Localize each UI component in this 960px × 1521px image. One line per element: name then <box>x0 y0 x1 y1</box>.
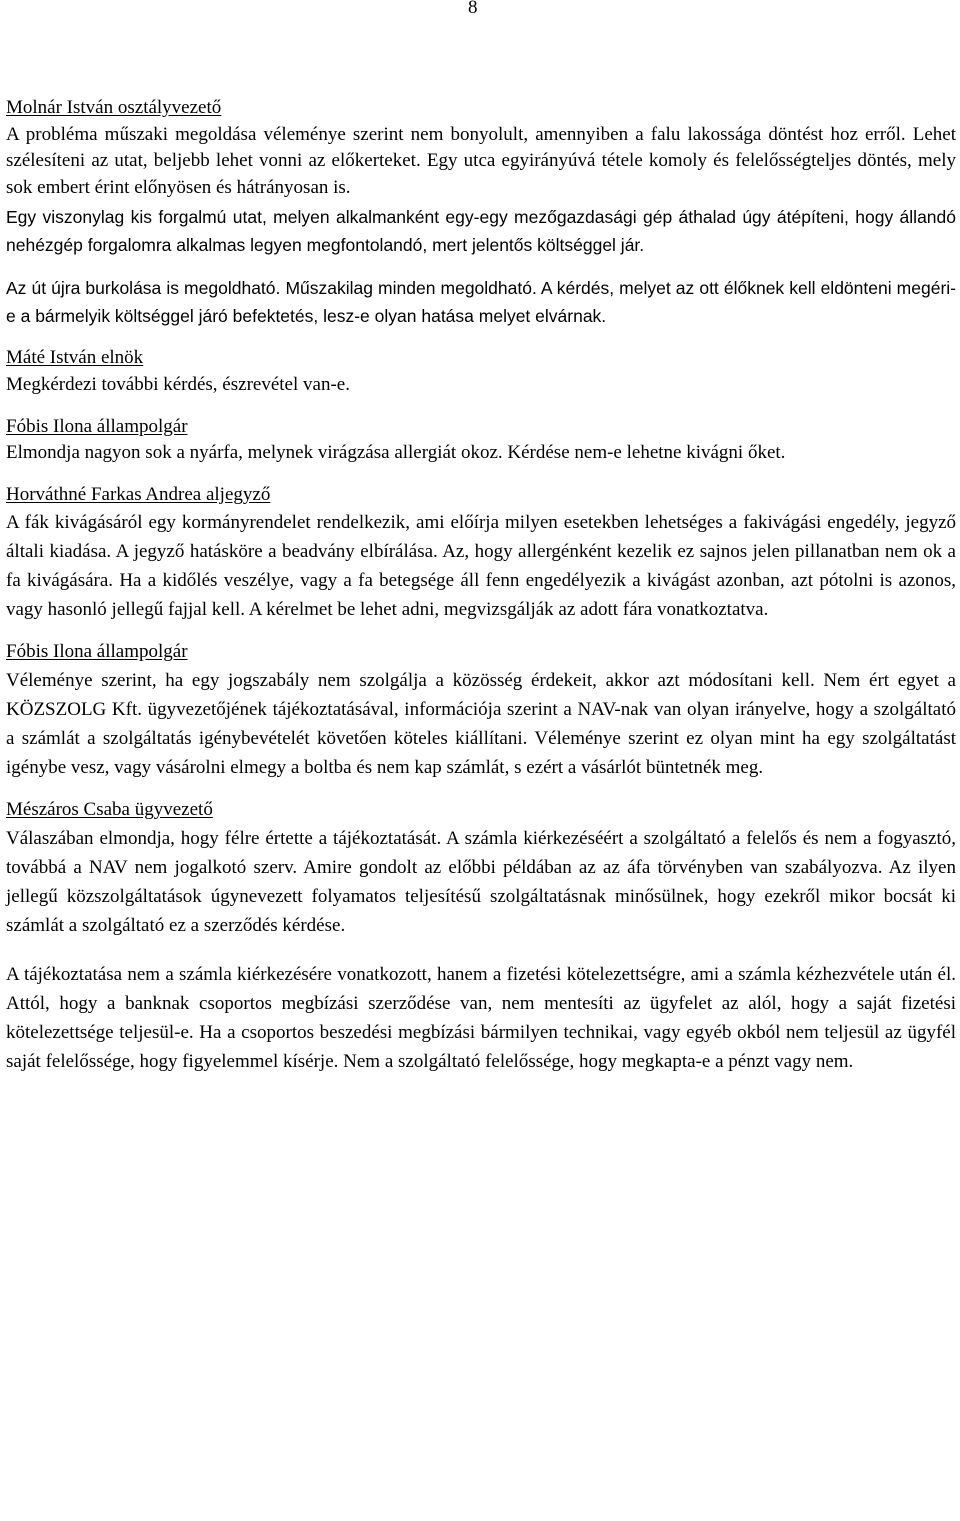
speech-block <box>6 482 956 625</box>
page-number: 8 <box>468 0 478 18</box>
document-body <box>6 95 956 1076</box>
speaker-name: Máté István elnök <box>6 347 144 369</box>
speech-block <box>6 95 956 330</box>
speaker-name: Mészáros Csaba ügyvezető <box>6 798 213 820</box>
speech-block <box>6 639 956 782</box>
paragraph: Egy viszonylag kis forgalmú utat, melyen alkalmanként egy-egy mezőgazdasági gép áthalad úgy átépíteni, hogy állandó nehézgép forgalomra alkalmas legyen megfontolandó, mert jelentős költséggel jár. <box>6 207 956 256</box>
paragraph: Válaszában elmondja, hogy félre értette a tájékoztatását. A számla kiérkezéséért a szolgáltató a felelős és nem a fogyasztó, továbbá a NAV nem jogalkotó szerv. Amire gondolt az előbbi példában az az áfa törvényben van szabályozva. Az ilyen jellegű közszolgáltatások úgynevezett folyamatos teljesítésű szolgáltatásnak minősülnek, hogy ezekről mikor bocsát ki számlát a szolgáltató ez a szerződés kérdése. <box>6 827 956 936</box>
paragraph: A tájékoztatása nem a számla kiérkezésére vonatkozott, hanem a fizetési kötelezettségre, ami a számla kézhezvétele után él. Attól, hogy a banknak csoportos megbízási szerződése van, nem mentesíti az ügyfelet az alól, hogy a saját fizetési kötelezettsége teljesül-e. Ha a csoportos beszedési megbízási bármilyen technikai, vagy egyéb okból nem teljesül az ügyfél saját felelőssége, hogy figyelemmel kísérje. Nem a szolgáltató felelőssége, hogy megkapta-e a pénzt vagy nem. <box>6 963 956 1072</box>
speaker-name: Horváthné Farkas Andrea aljegyző <box>6 483 271 505</box>
speech-block <box>6 345 956 398</box>
paragraph: A probléma műszaki megoldása véleménye szerint nem bonyolult, amennyiben a falu lakossága döntést hoz erről. Lehet szélesíteni az utat, beljebb lehet vonni az előkerteket. Egy utca egyirányúvá tétele komoly és felelősségteljes döntés, mely sok embert érint előnyösen és hátrányosan is. <box>6 123 956 198</box>
paragraph: Véleménye szerint, ha egy jogszabály nem szolgálja a közösség érdekeit, akkor azt módosítani kell. Nem ért egyet a KÖZSZOLG Kft. ügyvezetőjének tájékoztatásával, információja szerint a NAV-nak van olyan irányelve, hogy a szolgáltató a számlát a szolgáltatás igénybevételét követően köteles kiállítani. Véleménye szerint ez olyan mint ha egy szolgáltatást igénybe vesz, vagy vásárolni elmegy a boltba és nem kap számlát, s ezért a vásárlót büntetnék meg. <box>6 669 956 778</box>
speech-block <box>6 797 956 1076</box>
speaker-name: Molnár István osztályvezető <box>6 97 222 118</box>
paragraph: A fák kivágásáról egy kormányrendelet rendelkezik, ami előírja milyen esetekben lehetséges a fakivágási engedély, jegyző általi kiadása. A jegyző hatásköre a beadvány elbírálása. Az, hogy allergénként kezelik ez sajnos jelen pillanatban nem ok a fa kivágására. Ha a kidőlés veszélye, vagy a fa betegsége áll fenn engedélyezik a kivágást azonban, azt pótolni is azonos, vagy hasonló jellegű fajjal kell. A kérelmet be lehet adni, megvizsgálják az adott fára vonatkoztatva. <box>6 512 956 621</box>
speaker-name: Fóbis Ilona állampolgár <box>6 415 188 437</box>
speaker-name: Fóbis Ilona állampolgár <box>6 641 188 663</box>
paragraph: Az út újra burkolása is megoldható. Műszakilag minden megoldható. A kérdés, melyet az ott élőknek kell eldönteni megéri-e a bármelyik költséggel járó befektetés, lesz-e olyan hatása melyet elvárnak. <box>6 278 956 327</box>
paragraph: Elmondja nagyon sok a nyárfa, melynek virágzása allergiát okoz. Kérdése nem-e lehetne kivágni őket. <box>6 442 786 464</box>
paragraph: Megkérdezi további kérdés, észrevétel van-e. <box>6 373 350 395</box>
speech-block <box>6 414 956 467</box>
